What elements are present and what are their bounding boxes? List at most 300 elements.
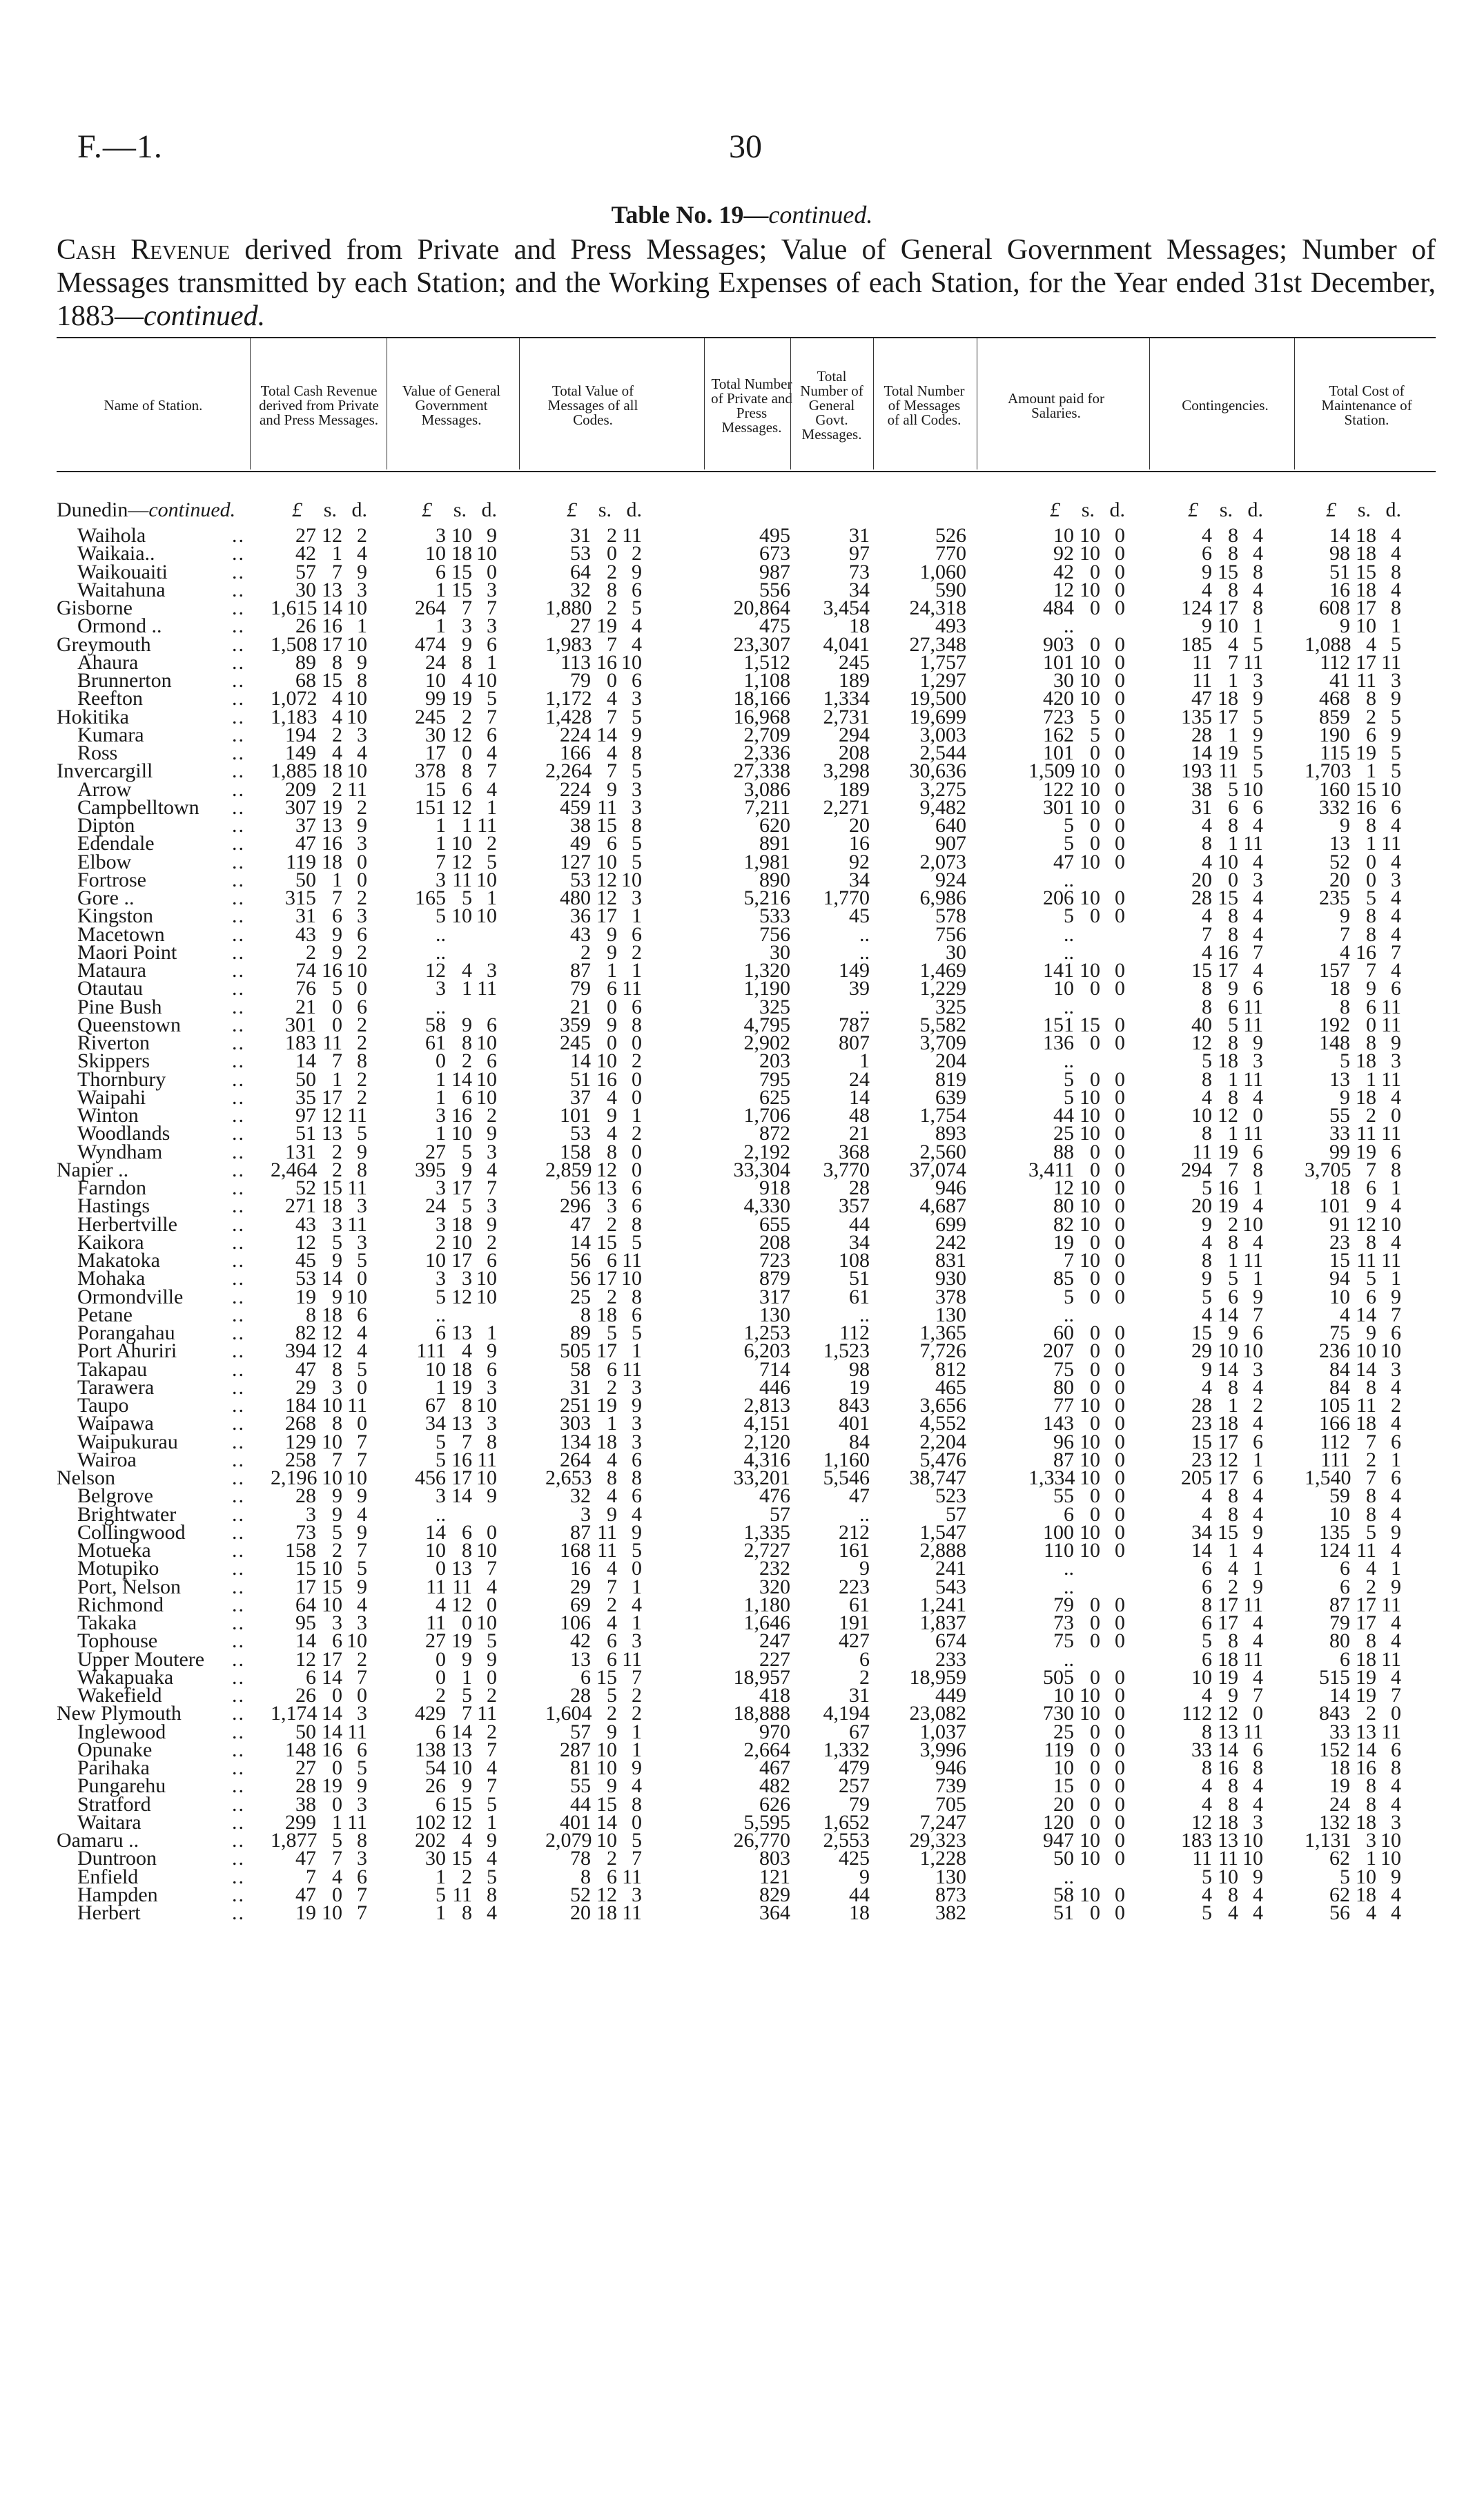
total-shillings: 2	[607, 1375, 617, 1399]
cash-shillings: 0	[332, 1756, 342, 1779]
count-na: 465	[935, 1375, 966, 1399]
cash-pence: 0	[357, 977, 367, 1000]
sal-shillings: 0	[1090, 1774, 1100, 1798]
cash-pounds: 119	[286, 850, 316, 873]
cont-shillings: 17	[1218, 1611, 1238, 1634]
cont-pence: 8	[1253, 1756, 1263, 1779]
table-row	[0, 922, 1484, 946]
count-ng: 2,731	[823, 705, 870, 728]
cost-pounds: 236	[1319, 1339, 1350, 1363]
cash-shillings: 2	[332, 1140, 342, 1163]
sal-pounds: 505	[1043, 1665, 1074, 1689]
total-pence: 3	[632, 777, 642, 801]
sal-pounds: 60	[1053, 1321, 1074, 1344]
cont-shillings: 10	[1218, 850, 1238, 873]
station-name: Napier ..	[57, 1158, 129, 1181]
cost-shillings: 8	[1366, 904, 1376, 928]
count-np: 33,201	[733, 1466, 790, 1489]
table-row	[0, 524, 1484, 547]
govt-shillings: 12	[451, 1285, 472, 1308]
cont-pounds: 5	[1202, 1629, 1212, 1653]
count-ng: 294	[839, 723, 870, 746]
cost-pounds: 5	[1340, 1049, 1350, 1073]
sal-pence: 0	[1115, 705, 1125, 728]
cont-pence: 10	[1242, 1339, 1263, 1363]
count-na: 5,582	[919, 1013, 966, 1036]
cont-pounds: 10	[1191, 1665, 1212, 1689]
govt-pounds: 1	[436, 1085, 446, 1109]
sal-shillings: 0	[1090, 1267, 1100, 1290]
cont-pounds: 135	[1181, 705, 1212, 728]
govt-pence: 6	[487, 1249, 497, 1272]
column-header-1: Total Cash Revenue derived from Private and Press Messages.	[259, 382, 379, 428]
govt-shillings: 5	[462, 1194, 472, 1218]
sal-pounds: 12	[1053, 578, 1074, 601]
govt-shillings: 1	[462, 1665, 472, 1689]
count-np: 247	[759, 1629, 790, 1653]
cont-pounds: 8	[1202, 1249, 1212, 1272]
cont-pounds: 112	[1182, 1702, 1212, 1725]
cash-shillings: 5	[332, 1829, 342, 1852]
cont-pounds: 4	[1202, 1484, 1212, 1508]
cont-shillings: 4	[1228, 1901, 1238, 1924]
govt-pence: 2	[487, 1684, 497, 1707]
govt-pence: 4	[487, 742, 497, 764]
sal-shillings: 5	[1090, 705, 1100, 728]
sal-pounds: 44	[1053, 1104, 1074, 1127]
govt-pence: 8	[487, 1883, 497, 1906]
count-np: 1,108	[743, 669, 790, 692]
cont-pounds: 12	[1191, 1031, 1212, 1054]
cash-pence: 7	[357, 1665, 367, 1689]
govt-pence: 10	[476, 904, 497, 928]
total-pence: 10	[621, 868, 642, 891]
count-ng: 149	[839, 959, 870, 982]
cont-pounds: 4	[1202, 578, 1212, 601]
sal-pounds: 75	[1053, 1357, 1074, 1381]
govt-pounds: 7	[436, 850, 446, 873]
count-na: 543	[935, 1575, 966, 1598]
cash-pounds: 42	[295, 542, 316, 565]
cash-pounds: 8	[306, 1303, 316, 1326]
total-shillings: 5	[607, 1321, 617, 1344]
govt-shillings: 15	[451, 1792, 472, 1816]
leader-dots: ..	[232, 795, 245, 819]
table-row	[0, 1375, 1484, 1399]
cont-pounds: 6	[1202, 542, 1212, 565]
govt-pounds: 1	[436, 814, 446, 837]
sal-pence: 0	[1115, 1339, 1125, 1363]
cont-pounds: 23	[1191, 1448, 1212, 1471]
cash-pence: 0	[357, 1375, 367, 1399]
total-pence: 0	[632, 1031, 642, 1054]
leader-dots: ..	[232, 1883, 245, 1906]
cost-shillings: 11	[1356, 669, 1376, 692]
sal-pounds: 122	[1043, 777, 1074, 801]
count-ng: 2,553	[823, 1829, 870, 1852]
column-divider	[704, 338, 705, 469]
leader-dots: ..	[232, 1031, 245, 1054]
total-pence: 0	[632, 1158, 642, 1181]
cash-pence: 3	[357, 1847, 367, 1870]
cash-shillings: 3	[332, 1212, 342, 1236]
count-np: 2,192	[743, 1140, 790, 1163]
cost-pounds: 124	[1319, 1539, 1350, 1562]
cash-pence: 10	[346, 1285, 367, 1308]
govt-pounds: 395	[415, 1158, 446, 1181]
count-ng: 44	[849, 1883, 870, 1906]
leader-dots: ..	[232, 1484, 245, 1508]
cont-pence: 8	[1253, 1158, 1263, 1181]
leader-dots: ..	[232, 560, 245, 583]
govt-pence: 5	[487, 1629, 497, 1653]
cost-pounds: 235	[1319, 886, 1350, 909]
total-pounds: 51	[570, 1067, 591, 1091]
cont-pence: 4	[1253, 814, 1263, 837]
table-row	[0, 1539, 1484, 1562]
cont-shillings: 12	[1218, 1702, 1238, 1725]
cont-shillings: 10	[1218, 1865, 1238, 1888]
sal-pence: 0	[1115, 542, 1125, 565]
cash-pence: 6	[357, 995, 367, 1018]
sal-shillings: 10	[1080, 1176, 1100, 1199]
sal-pounds: 730	[1043, 1702, 1074, 1725]
cost-shillings: 8	[1366, 1031, 1376, 1054]
cont-pounds: 9	[1202, 1357, 1212, 1381]
cost-pounds: 166	[1319, 1412, 1350, 1435]
sal-pounds: 51	[1053, 1901, 1074, 1924]
cash-pence: 0	[357, 850, 367, 873]
cash-shillings: 9	[332, 940, 342, 964]
sal-shillings: 10	[1080, 1448, 1100, 1471]
cont-pence: 8	[1253, 560, 1263, 583]
table-row	[0, 1194, 1484, 1218]
total-pounds: 44	[570, 1792, 591, 1816]
count-ng: 51	[849, 1267, 870, 1290]
cash-shillings: 14	[322, 1665, 342, 1689]
total-pence: 5	[632, 1230, 642, 1254]
cash-pence: 10	[346, 959, 367, 982]
total-shillings: 4	[607, 687, 617, 710]
govt-pounds: 3	[436, 977, 446, 1000]
count-np: 2,336	[743, 742, 790, 764]
cost-pounds: 59	[1329, 1484, 1350, 1508]
cost-shillings: 11	[1356, 1249, 1376, 1272]
total-pence: 6	[632, 1448, 642, 1471]
total-pounds: 101	[560, 1104, 591, 1127]
govt-shillings: 7	[462, 1702, 472, 1725]
govt-shillings: 10	[451, 1230, 472, 1254]
sal-shillings: 10	[1080, 1539, 1100, 1562]
leader-dots: ..	[232, 1466, 245, 1489]
count-na: 378	[935, 1285, 966, 1308]
cost-pence: 11	[1381, 1593, 1401, 1616]
cash-pence: 4	[357, 1321, 367, 1344]
cash-pence: 11	[347, 1810, 367, 1834]
cont-pence: 4	[1253, 1629, 1263, 1653]
count-na: 924	[935, 868, 966, 891]
sal-pence: 0	[1115, 723, 1125, 746]
count-na: 831	[935, 1249, 966, 1272]
count-np: 57	[770, 1502, 790, 1526]
cont-pence: 4	[1253, 904, 1263, 928]
cash-pounds: 14	[295, 1049, 316, 1073]
total-pence: 6	[632, 1176, 642, 1199]
cost-pence: 4	[1391, 1665, 1401, 1689]
leader-dots: ..	[232, 1774, 245, 1798]
count-ng: 47	[849, 1484, 870, 1508]
cost-shillings: 7	[1366, 1430, 1376, 1453]
total-pounds: 8	[580, 1865, 591, 1888]
cont-pence: 11	[1243, 1122, 1263, 1145]
govt-pounds: 54	[425, 1756, 446, 1779]
govt-shillings: 10	[451, 1122, 472, 1145]
cash-pounds: 50	[295, 1067, 316, 1091]
total-pence: 8	[632, 742, 642, 764]
count-na: 907	[935, 832, 966, 855]
sal-pence: 0	[1115, 1847, 1125, 1870]
cont-pounds: 4	[1202, 1375, 1212, 1399]
cost-pounds: 56	[1329, 1901, 1350, 1924]
cont-pence: 9	[1253, 1031, 1263, 1054]
total-pence: 1	[632, 1104, 642, 1127]
govt-pounds: 15	[425, 777, 446, 801]
cont-pounds: 124	[1181, 597, 1212, 619]
sal-pence: 0	[1115, 1140, 1125, 1163]
leader-dots: ..	[232, 1557, 245, 1580]
count-ng: 24	[849, 1067, 870, 1091]
unit-pound: £	[1326, 498, 1336, 521]
cont-pence: 3	[1253, 1810, 1263, 1834]
station-name: Tophouse	[77, 1629, 158, 1653]
leader-dots: ..	[232, 814, 245, 837]
cost-pence: 8	[1391, 1756, 1401, 1779]
cash-shillings: 4	[332, 1865, 342, 1888]
count-ng: 4,194	[823, 1702, 870, 1725]
sal-shillings: 10	[1080, 1883, 1100, 1906]
total-shillings: 15	[596, 1665, 617, 1689]
table-row	[0, 1883, 1484, 1906]
cost-shillings: 12	[1356, 1212, 1376, 1236]
govt-pounds: 429	[415, 1702, 446, 1725]
cont-pence: 11	[1243, 832, 1263, 855]
cash-pounds: 68	[295, 669, 316, 692]
table-row	[0, 1049, 1484, 1073]
count-na: 233	[935, 1647, 966, 1671]
cost-pounds: 843	[1319, 1702, 1350, 1725]
sal-shillings: 10	[1080, 1847, 1100, 1870]
sal-pounds: 15	[1053, 1774, 1074, 1798]
count-ng: 208	[839, 742, 870, 764]
total-pence: 7	[632, 1665, 642, 1689]
station-name: Upper Moutere	[77, 1647, 205, 1671]
leader-dots: ..	[232, 995, 245, 1018]
count-na: 699	[935, 1212, 966, 1236]
station-name: Mataura	[77, 959, 146, 982]
total-pounds: 81	[570, 1756, 591, 1779]
sal-pence: 0	[1115, 904, 1125, 928]
count-na: 1,228	[919, 1847, 966, 1870]
govt-pounds: 5	[436, 1448, 446, 1471]
total-pounds: 2,264	[545, 759, 592, 783]
cost-pounds: 9	[1340, 814, 1350, 837]
govt-pounds: 30	[425, 723, 446, 746]
govt-pence: 7	[487, 597, 497, 619]
total-pounds: 37	[570, 1085, 591, 1109]
cont-pence: 9	[1253, 687, 1263, 710]
leader-dots: ..	[232, 904, 245, 928]
count-ng: 48	[849, 1104, 870, 1127]
leader-dots: ..	[232, 542, 245, 565]
cash-pounds: 38	[295, 1792, 316, 1816]
leader-dots: ..	[232, 1412, 245, 1435]
total-pounds: 2	[580, 940, 591, 964]
cost-shillings: 18	[1356, 1810, 1376, 1834]
govt-pounds: 10	[425, 669, 446, 692]
total-shillings: 2	[607, 1285, 617, 1308]
total-shillings: 12	[596, 1883, 617, 1906]
cash-pence: 0	[357, 1412, 367, 1435]
station-name: Pungarehu	[77, 1774, 166, 1798]
count-na: 1,060	[919, 560, 966, 583]
cash-shillings: 8	[332, 1412, 342, 1435]
cash-pence: 8	[357, 1829, 367, 1852]
count-ng: 843	[839, 1394, 870, 1417]
sal-pence: 0	[1115, 1031, 1125, 1054]
cont-shillings: 8	[1228, 904, 1238, 928]
sal-shillings: 0	[1090, 1593, 1100, 1616]
total-pounds: 106	[560, 1611, 591, 1634]
cash-pence: 11	[347, 1176, 367, 1199]
sal-shillings: 10	[1080, 687, 1100, 710]
govt-shillings: 2	[462, 705, 472, 728]
cash-shillings: 9	[332, 922, 342, 946]
total-pence: 1	[632, 959, 642, 982]
table-row	[0, 777, 1484, 801]
govt-pence: 10	[476, 1267, 497, 1290]
cost-pence: 4	[1391, 1375, 1401, 1399]
cash-pence: 8	[357, 669, 367, 692]
leader-dots: ..	[232, 1013, 245, 1036]
cash-pence: 7	[357, 1448, 367, 1471]
cost-pence: 11	[1381, 1720, 1401, 1743]
table-row	[0, 1303, 1484, 1326]
cont-pounds: 5	[1202, 1176, 1212, 1199]
count-np: 33,304	[733, 1158, 790, 1181]
cash-shillings: 0	[332, 1013, 342, 1036]
govt-pounds: 202	[415, 1829, 446, 1852]
cont-pounds: 4	[1202, 524, 1212, 547]
table-row	[0, 650, 1484, 674]
caption-text: derived from Private and Press Messages; Value of General Government Messages; Number of Messages transmitted by each Station; and the Working Expenses of each Station, for the Year ended 31st December, 1883—	[57, 234, 1436, 332]
cost-pounds: 24	[1329, 1792, 1350, 1816]
cash-pence: 8	[357, 1049, 367, 1073]
total-pence: 6	[632, 1194, 642, 1218]
cont-shillings: 18	[1218, 1412, 1238, 1435]
cont-shillings: 18	[1218, 687, 1238, 710]
cont-pence: 4	[1253, 578, 1263, 601]
total-shillings: 17	[596, 904, 617, 928]
cont-pounds: 20	[1191, 1194, 1212, 1218]
total-shillings: 2	[607, 524, 617, 547]
count-ng: 787	[839, 1013, 870, 1036]
total-shillings: 9	[607, 940, 617, 964]
count-na: 30,636	[909, 759, 966, 783]
total-pence: 6	[632, 1303, 642, 1326]
govt-shillings: 7	[462, 597, 472, 619]
total-shillings: 10	[596, 850, 617, 873]
cont-pence: 11	[1243, 650, 1263, 674]
cont-pounds: 15	[1191, 1321, 1212, 1344]
cont-pence: 6	[1253, 1738, 1263, 1761]
total-pounds: 2,859	[545, 1158, 592, 1181]
total-shillings: 17	[596, 1339, 617, 1363]
cont-pounds: 8	[1202, 832, 1212, 855]
govt-shillings: 17	[451, 1249, 472, 1272]
cost-pounds: 79	[1329, 1611, 1350, 1634]
total-pence: 6	[632, 578, 642, 601]
count-ng: 21	[849, 1122, 870, 1145]
table-row	[0, 1901, 1484, 1924]
station-name: Hastings	[77, 1194, 150, 1218]
cash-shillings: 0	[332, 1883, 342, 1906]
sal-shillings: 0	[1090, 1611, 1100, 1634]
govt-pence: 1	[487, 1321, 497, 1344]
sal-shillings: 10	[1080, 1520, 1100, 1544]
cash-pounds: 82	[295, 1321, 316, 1344]
cont-pounds: 5	[1202, 1901, 1212, 1924]
cont-pounds: 6	[1202, 1611, 1212, 1634]
cost-pence: 4	[1391, 578, 1401, 601]
total-pounds: 1,428	[545, 705, 592, 728]
cash-pence: 9	[357, 1484, 367, 1508]
table-row	[0, 1502, 1484, 1526]
total-pounds: 113	[560, 650, 591, 674]
cont-pence: 6	[1253, 795, 1263, 819]
table-row	[0, 832, 1484, 855]
station-name: Elbow	[77, 850, 132, 873]
caption-tail: continued.	[144, 300, 266, 332]
count-ng: 2,271	[823, 795, 870, 819]
cash-shillings: 17	[322, 1647, 342, 1671]
cost-pounds: 33	[1329, 1720, 1350, 1743]
cash-pence: 10	[346, 687, 367, 710]
total-pounds: 505	[560, 1339, 591, 1363]
cost-pence: 11	[1381, 1122, 1401, 1145]
cost-pounds: 15	[1329, 1249, 1350, 1272]
cash-shillings: 10	[322, 1557, 342, 1580]
table-row	[0, 1702, 1484, 1725]
count-na: 6,986	[919, 886, 966, 909]
total-shillings: 9	[607, 1720, 617, 1743]
cash-shillings: 16	[322, 614, 342, 638]
cont-shillings: 13	[1218, 1829, 1238, 1852]
cash-pounds: 315	[285, 886, 316, 909]
cont-pounds: 8	[1202, 995, 1212, 1018]
cash-shillings: 9	[332, 1249, 342, 1272]
column-header-9: Total Cost of Maintenance of Station.	[1321, 382, 1412, 428]
cash-shillings: 3	[332, 1611, 342, 1634]
total-pence: 2	[632, 542, 642, 565]
govt-shillings: 13	[451, 1321, 472, 1344]
count-na: 1,365	[919, 1321, 966, 1344]
count-ng: 19	[849, 1375, 870, 1399]
cash-shillings: 10	[322, 1466, 342, 1489]
leader-dots: ..	[232, 1629, 245, 1653]
leader-dots: ..	[232, 742, 245, 764]
table-row	[0, 1031, 1484, 1054]
total-pence: 8	[632, 1466, 642, 1489]
